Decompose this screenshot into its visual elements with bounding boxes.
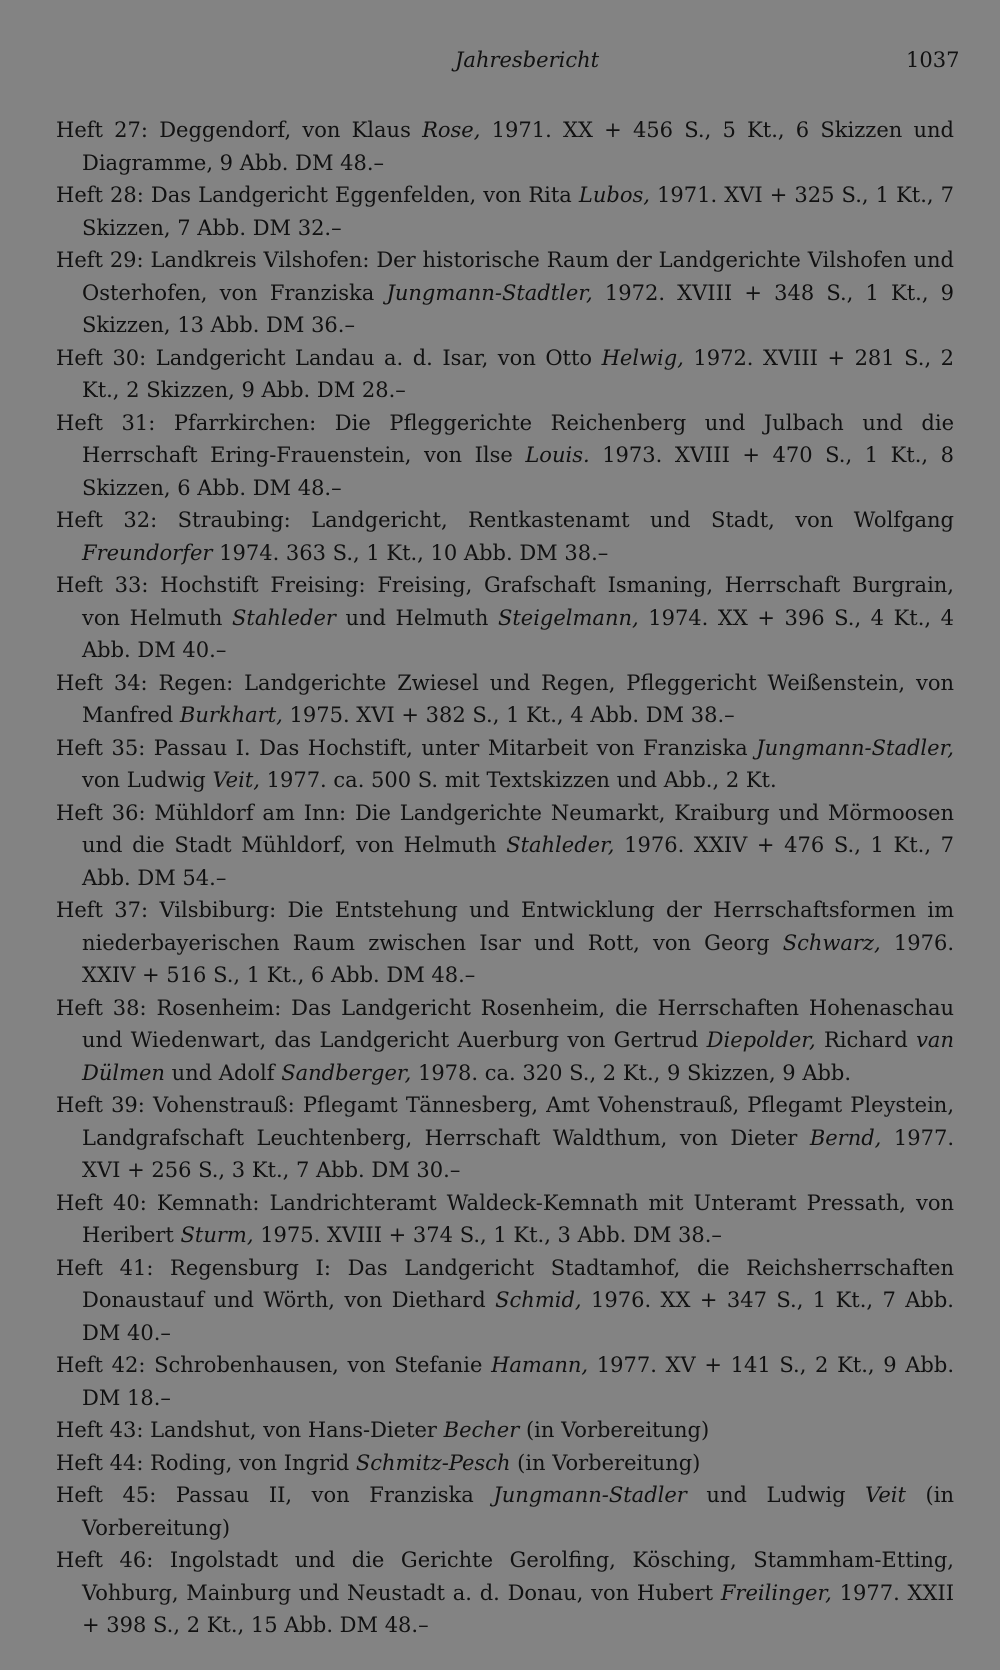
bibliography-entry: [56, 1447, 954, 1480]
entry-text: Richard: [815, 1028, 917, 1052]
bibliography-entry: [56, 992, 954, 1090]
bibliography-entry: [56, 1414, 954, 1447]
entry-text: 1973. XVIII + 470 S., 1 Kt., 8 Skizzen, 6 Abb. DM 48.–: [82, 443, 954, 500]
author-name: Schmid,: [495, 1288, 582, 1312]
entry-text: 1975. XVI + 382 S., 1 Kt., 4 Abb. DM 38.–: [282, 703, 735, 727]
author-name: Schwarz,: [782, 930, 881, 955]
bibliography-entry: [56, 569, 954, 667]
author-name: Schmitz-Pesch: [355, 1450, 511, 1475]
author-name: van Dülmen: [82, 1028, 954, 1085]
entry-text: 1971. XVI + 325 S., 1 Kt., 7 Skizzen, 7 Abb. DM 32.–: [82, 183, 954, 240]
author-name: Veit: [865, 1483, 906, 1507]
entry-text: 1977. XXII + 398 S., 2 Kt., 15 Abb. DM 48.–: [82, 1580, 955, 1637]
entry-text: 1976. XXIV + 516 S., 1 Kt., 6 Abb. DM 48.–: [82, 930, 954, 987]
entry-text: 1977. ca. 500 S. mit Textskizzen und Abb., 2 Kt.: [259, 768, 777, 792]
entry-text: Heft 42: Schrobenhausen, von Stefanie: [56, 1353, 492, 1377]
entry-text: Heft 29: Landkreis Vilshofen: Der historische Raum der Landgerichte Vilshofen und Osterhofen, von Franziska: [56, 248, 954, 305]
entry-text: Heft 30: Landgericht Landau a. d. Isar, von Otto: [56, 345, 602, 370]
entry-text: und Ludwig: [686, 1483, 866, 1507]
entry-text: Heft 39: Vohenstrauß: Pflegamt Tännesberg, Amt Vohenstrauß, Pflegamt Pleystein, Landgrafschaft Leuchtenberg, Herrschaft Waldthum, von Dieter: [56, 1093, 954, 1150]
bibliography-entry: [56, 1252, 954, 1350]
entry-text: 1972. XVIII + 281 S., 2 Kt., 2 Skizzen, 9 Abb. DM 28.–: [82, 345, 954, 402]
entry-text: Heft 43: Landshut, von Hans-Dieter: [56, 1418, 444, 1442]
bibliography-entry: [56, 179, 954, 244]
page-number: 1037: [906, 48, 960, 72]
bibliography-entry: [56, 667, 954, 732]
running-head: [0, 44, 1000, 80]
entry-text: Heft 37: Vilsbiburg: Die Entstehung und Entwicklung der Herrschaftsformen im niederbayerischen Raum zwischen Isar und Rott, von Georg: [56, 898, 954, 955]
entry-text: (in Vorbereitung): [82, 1483, 954, 1540]
bibliography-entry: [56, 1544, 954, 1642]
entry-text: Heft 45: Passau II, von Franziska: [56, 1483, 494, 1507]
bibliography-entry: [56, 244, 954, 342]
entry-text: Heft 32: Straubing: Landgericht, Rentkastenamt und Stadt, von Wolfgang: [56, 508, 954, 532]
entry-text: 1974. 363 S., 1 Kt., 10 Abb. DM 38.–: [212, 540, 609, 565]
bibliography-entry: [56, 732, 954, 797]
author-name: Sandberger,: [281, 1060, 412, 1085]
entry-text: Heft 35: Passau I. Das Hochstift, unter Mitarbeit von Franziska: [56, 735, 757, 760]
author-name: Becher: [443, 1418, 520, 1442]
entry-text: Heft 33: Hochstift Freising: Freising, Grafschaft Ismaning, Herrschaft Burgrain, von Helmuth: [56, 573, 954, 630]
author-name: Jungmann-Stadler,: [756, 735, 954, 760]
entry-text: 1976. XX + 347 S., 1 Kt., 7 Abb. DM 40.–: [82, 1288, 954, 1345]
author-name: Sturm,: [180, 1223, 254, 1247]
author-name: Jungmann-Stadler: [493, 1483, 687, 1507]
entry-text: Heft 41: Regensburg I: Das Landgericht Stadtamhof, die Reichsherrschaften Donaustauf und Wörth, von Diethard: [56, 1255, 954, 1312]
entry-text: 1977. XVI + 256 S., 3 Kt., 7 Abb. DM 30.–: [82, 1125, 955, 1182]
entry-text: 1976. XXIV + 476 S., 1 Kt., 7 Abb. DM 54.–: [82, 833, 955, 890]
entry-text: 1975. XVIII + 374 S., 1 Kt., 3 Abb. DM 38.–: [253, 1223, 722, 1247]
entry-text: Heft 27: Deggendorf, von Klaus: [56, 118, 423, 142]
entry-text: Heft 36: Mühldorf am Inn: Die Landgerichte Neumarkt, Kraiburg und Mörmoosen und die Stadt Mühldorf, von Helmuth: [56, 800, 954, 857]
author-name: Helwig,: [601, 345, 684, 370]
entry-text: (in Vorbereitung): [519, 1418, 710, 1442]
author-name: Rose,: [422, 118, 481, 142]
author-name: Burkhart,: [179, 703, 283, 727]
author-name: Jungmann-Stadtler,: [386, 280, 593, 305]
bibliography-entry: [56, 1187, 954, 1252]
bibliography-entry: [56, 1089, 954, 1187]
entry-text: Heft 46: Ingolstadt und die Gerichte Gerolfing, Kösching, Stammham-Etting, Vohburg, Mainburg und Neustadt a. d. Donau, von Hubert: [56, 1548, 954, 1605]
author-name: Freundorfer: [82, 540, 213, 565]
entry-text: Heft 34: Regen: Landgerichte Zwiesel und Regen, Pfleggericht Weißenstein, von Manfred: [56, 670, 954, 727]
running-title: Jahresbericht: [455, 48, 600, 72]
bibliography-entry: [56, 342, 954, 407]
entry-text: und Adolf: [164, 1060, 282, 1085]
entry-text: und Helmuth: [335, 605, 498, 630]
bibliography-entry: [56, 894, 954, 992]
bibliography-entry: [56, 407, 954, 505]
bibliography-entry: [56, 504, 954, 569]
entry-text: Heft 40: Kemnath: Landrichteramt Waldeck-Kemnath mit Unteramt Pressath, von Heribert: [56, 1190, 954, 1247]
bibliography-entry: [56, 1479, 954, 1544]
author-name: Freilinger,: [720, 1580, 832, 1605]
bibliography-list: [56, 114, 954, 1642]
entry-text: Heft 31: Pfarrkirchen: Die Pfleggerichte Reichenberg und Julbach und die Herrschaft Ering-Frauenstein, von Ilse: [56, 410, 954, 467]
entry-text: Heft 44: Roding, von Ingrid: [56, 1450, 356, 1475]
bibliography-entry: [56, 797, 954, 895]
author-name: Louis.: [525, 443, 590, 467]
entry-text: 1977. XV + 141 S., 2 Kt., 9 Abb. DM 18.–: [82, 1353, 954, 1410]
entry-text: von Ludwig: [82, 768, 213, 792]
entry-text: 1978. ca. 320 S., 2 Kt., 9 Skizzen, 9 Abb.: [411, 1060, 852, 1085]
author-name: Lubos,: [578, 183, 650, 207]
entry-text: Heft 28: Das Landgericht Eggenfelden, von Rita: [56, 183, 579, 207]
author-name: Hamann,: [491, 1353, 589, 1377]
entry-text: Heft 38: Rosenheim: Das Landgericht Rosenheim, die Herrschaften Hohenaschau und Wiedenwart, das Landgericht Auerburg von Gertrud: [56, 995, 954, 1052]
author-name: Bernd,: [809, 1125, 882, 1150]
author-name: Veit,: [212, 768, 260, 792]
entry-text: 1972. XVIII + 348 S., 1 Kt., 9 Skizzen, 13 Abb. DM 36.–: [82, 280, 955, 337]
entry-text: 1971. XX + 456 S., 5 Kt., 6 Skizzen und Diagramme, 9 Abb. DM 48.–: [82, 118, 954, 175]
author-name: Steigelmann,: [497, 605, 639, 630]
bibliography-entry: [56, 114, 954, 179]
author-name: Stahleder: [232, 605, 336, 630]
entry-text: 1974. XX + 396 S., 4 Kt., 4 Abb. DM 40.–: [82, 605, 954, 662]
author-name: Stahleder,: [506, 833, 615, 857]
author-name: Diepolder,: [706, 1028, 816, 1052]
entry-text: (in Vorbereitung): [510, 1450, 701, 1475]
bibliography-entry: [56, 1349, 954, 1414]
